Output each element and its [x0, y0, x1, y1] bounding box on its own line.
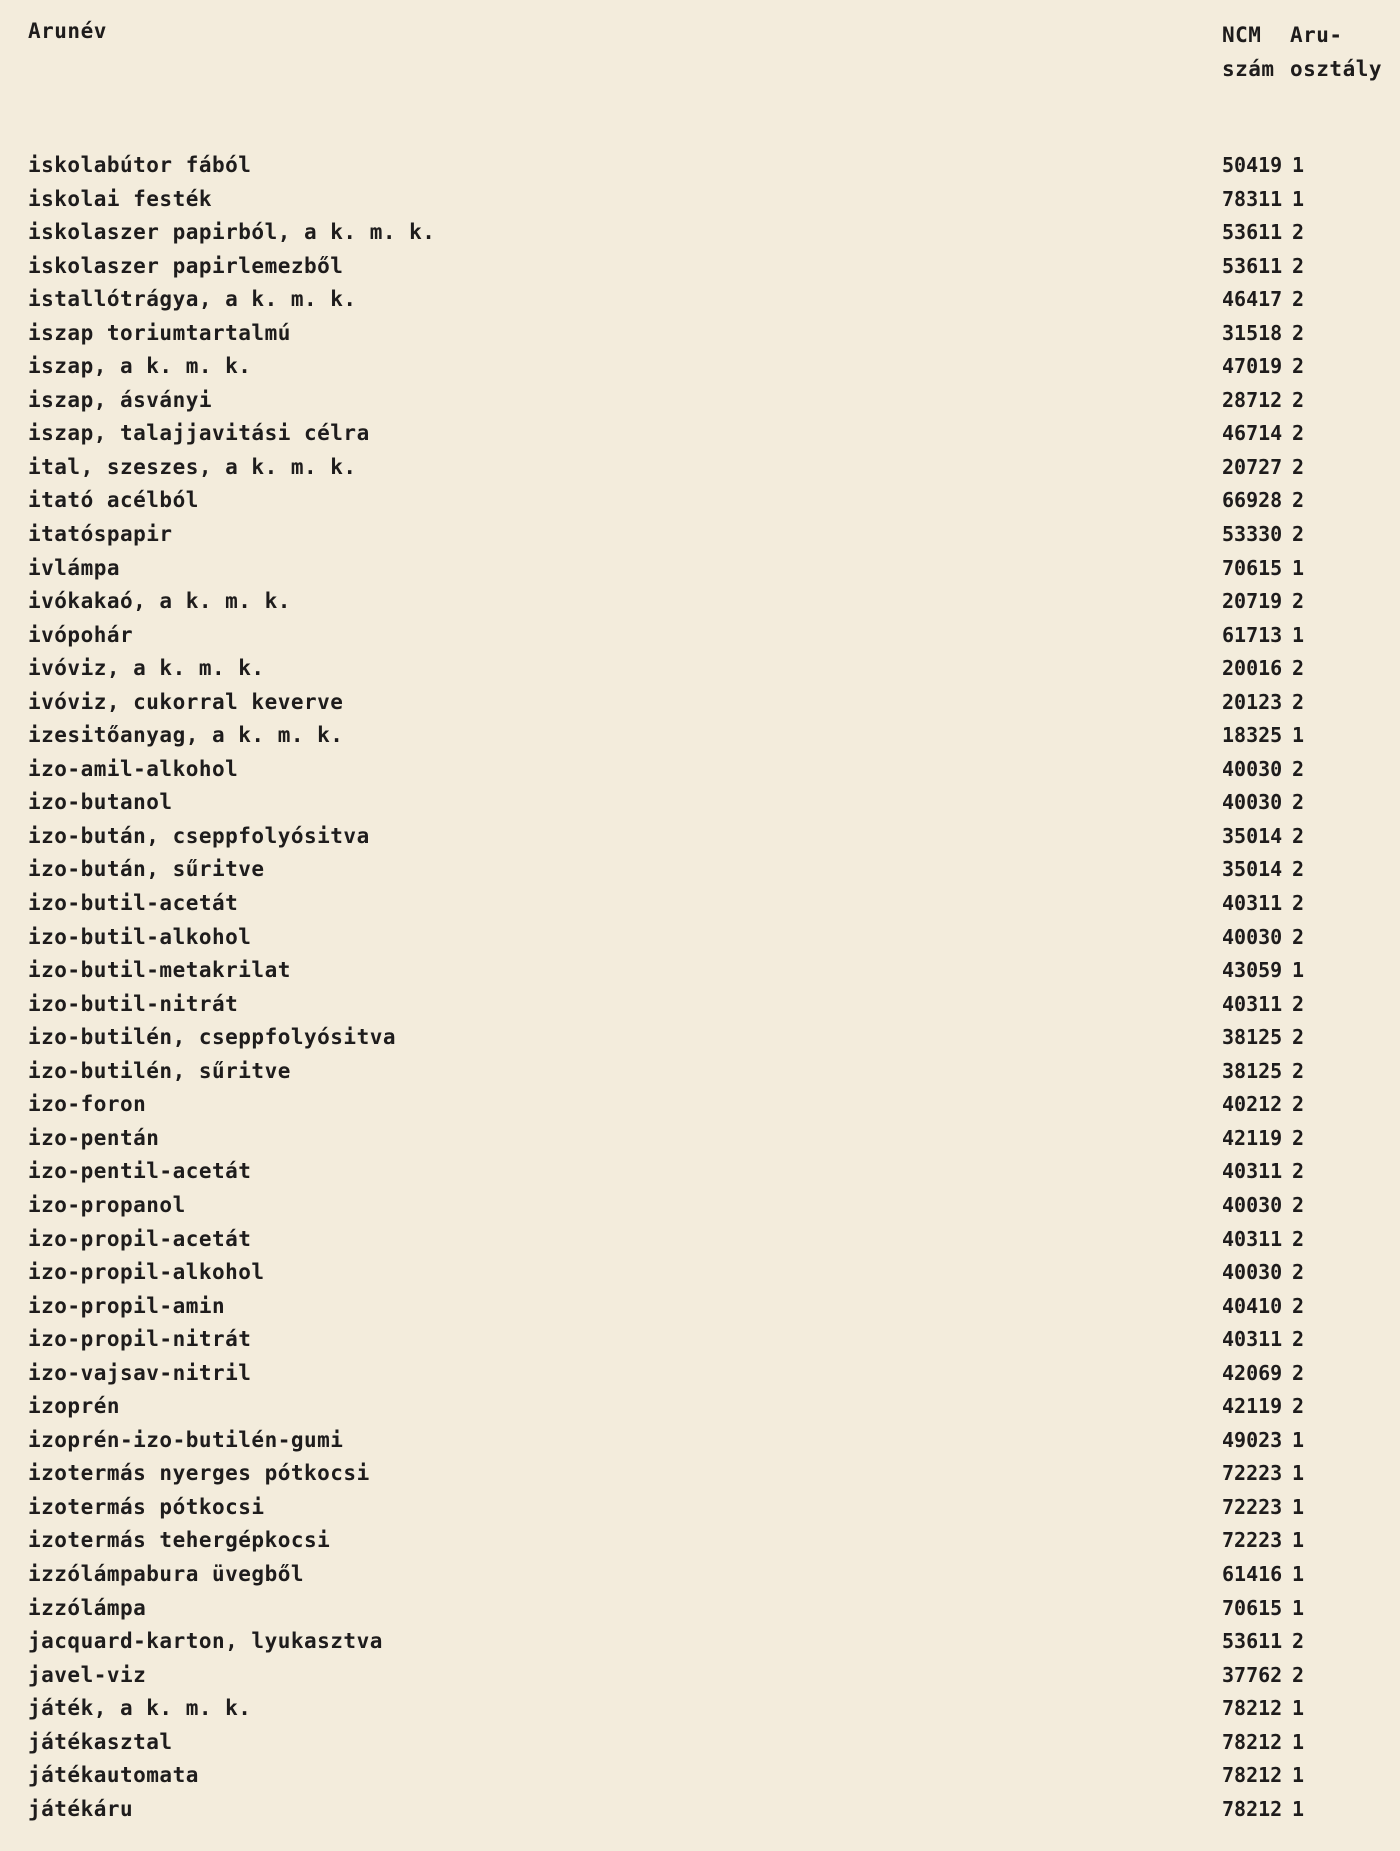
table-row: [0, 1524, 1400, 1558]
table-row: [0, 1357, 1400, 1391]
ncm-number: 78212: [1222, 1696, 1283, 1721]
product-class: 2: [1292, 488, 1305, 513]
product-class: 2: [1292, 1260, 1305, 1285]
table-row: [0, 1726, 1400, 1760]
table-row: [0, 1223, 1400, 1257]
product-name: izotermás nyerges pótkocsi: [28, 1461, 370, 1486]
product-class: 2: [1292, 1293, 1305, 1318]
product-name: jacquard-karton, lyukasztva: [28, 1629, 383, 1654]
product-name: izo-propil-amin: [28, 1293, 226, 1318]
table-row: [0, 1390, 1400, 1424]
product-name: iskolabútor fából: [28, 153, 252, 177]
product-name: izo-propil-alkohol: [28, 1260, 265, 1285]
product-class: 1: [1292, 622, 1305, 647]
ncm-number: 78311: [1222, 186, 1283, 211]
ncm-number: 49023: [1222, 1427, 1283, 1452]
product-class: 2: [1292, 522, 1305, 547]
ncm-number: 72223: [1222, 1494, 1283, 1519]
ncm-number: 61713: [1222, 622, 1283, 647]
table-row: [0, 1457, 1400, 1491]
product-class: 2: [1292, 1394, 1305, 1419]
product-name: izo-butilén, sűritve: [28, 1058, 291, 1083]
product-name: izoprén-izo-butilén-gumi: [28, 1427, 344, 1452]
table-row: [0, 451, 1400, 485]
product-name: izo-propanol: [28, 1192, 186, 1217]
table-row: [0, 518, 1400, 552]
table-row: [0, 1659, 1400, 1693]
table-row: [0, 786, 1400, 820]
product-name: iszap toriumtartalmú: [28, 320, 291, 345]
product-name: itató acélból: [28, 488, 199, 513]
product-name: izo-butil-metakrilat: [28, 958, 291, 983]
table-row: [0, 1424, 1400, 1458]
product-class: 2: [1292, 857, 1305, 882]
ncm-number: 20727: [1222, 454, 1283, 479]
product-name: ivókakaó, a k. m. k.: [28, 589, 291, 614]
product-class: 2: [1292, 253, 1305, 278]
ncm-number: 18325: [1222, 723, 1283, 748]
table-row: [0, 753, 1400, 787]
ncm-number: 47019: [1222, 354, 1283, 379]
table-row: [0, 1189, 1400, 1223]
ncm-number: 46714: [1222, 421, 1283, 446]
product-class: 2: [1292, 991, 1305, 1016]
product-class: 2: [1292, 1159, 1305, 1184]
product-name: iskolaszer papirlemezből: [28, 253, 344, 278]
ncm-number: 61416: [1222, 1561, 1283, 1586]
product-class: 2: [1292, 689, 1305, 714]
ncm-number: 53611: [1222, 220, 1283, 245]
table-row: [0, 954, 1400, 988]
table-row: [0, 921, 1400, 955]
product-name: izo-butanol: [28, 790, 173, 815]
product-class: 1: [1292, 1729, 1305, 1754]
ncm-number: 53611: [1222, 253, 1283, 278]
product-class: 2: [1292, 1058, 1305, 1083]
table-row: [0, 1592, 1400, 1626]
ncm-number: 53611: [1222, 1629, 1283, 1654]
ncm-number: 35014: [1222, 857, 1283, 882]
product-name: izo-pentil-acetát: [28, 1159, 252, 1184]
table-row: [0, 317, 1400, 351]
product-name: ivóviz, a k. m. k.: [28, 656, 265, 681]
product-name: izotermás tehergépkocsi: [28, 1528, 331, 1553]
table-row: [0, 686, 1400, 720]
product-class: 1: [1292, 1494, 1305, 1519]
ncm-number: 40311: [1222, 891, 1283, 916]
product-name: iskolai festék: [28, 186, 213, 211]
product-class: 1: [1292, 1427, 1305, 1452]
ncm-number: 42119: [1222, 1125, 1283, 1150]
product-class: 1: [1292, 1696, 1305, 1721]
ncm-number: 66928: [1222, 488, 1283, 513]
column-header-class: [1290, 18, 1382, 86]
product-name: izo-butil-acetát: [28, 891, 239, 916]
ncm-number: 70615: [1222, 1595, 1283, 1620]
product-class: 2: [1292, 1226, 1305, 1251]
product-name: ivóviz, cukorral keverve: [28, 689, 344, 714]
column-header-ncm: [1222, 18, 1275, 86]
ncm-number: 40410: [1222, 1293, 1283, 1318]
ncm-number: 40030: [1222, 1260, 1283, 1285]
product-name: izo-bután, sűritve: [28, 857, 265, 882]
product-name: izo-butil-alkohol: [28, 924, 252, 949]
table-row: [0, 820, 1400, 854]
product-name: játékautomata: [28, 1763, 199, 1788]
table-row: [0, 1055, 1400, 1089]
table-row: [0, 216, 1400, 250]
product-name: izesitőanyag, a k. m. k.: [28, 723, 344, 748]
ncm-number: 42119: [1222, 1394, 1283, 1419]
table-row: [0, 988, 1400, 1022]
ncm-number: 40030: [1222, 790, 1283, 815]
product-class: 1: [1292, 1561, 1305, 1586]
table-row: [0, 1256, 1400, 1290]
ncm-number: 40030: [1222, 924, 1283, 949]
ncm-number: 20016: [1222, 656, 1283, 681]
product-name: istallótrágya, a k. m. k.: [28, 287, 357, 312]
table-row: [0, 1088, 1400, 1122]
product-name: iszap, ásványi: [28, 387, 213, 412]
product-class: 2: [1292, 287, 1305, 312]
column-header-class-line1: Aru-: [1290, 23, 1343, 47]
column-header-class-line2: osztály: [1290, 57, 1383, 81]
table-row: [0, 619, 1400, 653]
table-row: [0, 552, 1400, 586]
product-name: itatóspapir: [28, 522, 173, 547]
product-name: izo-vajsav-nitril: [28, 1360, 252, 1385]
ncm-number: 40311: [1222, 1159, 1283, 1184]
ncm-number: 40311: [1222, 991, 1283, 1016]
ncm-number: 72223: [1222, 1461, 1283, 1486]
table-row: [0, 719, 1400, 753]
product-class: 1: [1292, 1595, 1305, 1620]
column-header-ncm-line1: NCM: [1222, 23, 1262, 47]
ncm-number: 53330: [1222, 522, 1283, 547]
product-name: ital, szeszes, a k. m. k.: [28, 454, 357, 479]
product-class: 1: [1292, 1461, 1305, 1486]
ncm-number: 37762: [1222, 1662, 1283, 1687]
product-name: izo-butil-nitrát: [28, 991, 239, 1016]
product-class: 2: [1292, 823, 1305, 848]
table-row: [0, 1692, 1400, 1726]
table-row: [0, 1625, 1400, 1659]
product-class: 2: [1292, 354, 1305, 379]
table-row: [0, 1290, 1400, 1324]
table-row: [0, 853, 1400, 887]
table-row: [0, 250, 1400, 284]
product-class: 2: [1292, 1629, 1305, 1654]
product-class: 2: [1292, 1662, 1305, 1687]
table-row: [0, 183, 1400, 217]
column-header-ncm-line2: szám: [1222, 57, 1275, 81]
product-class: 2: [1292, 220, 1305, 245]
product-class: 1: [1292, 186, 1305, 211]
product-class: 1: [1292, 1763, 1305, 1788]
ncm-number: 35014: [1222, 823, 1283, 848]
product-name: játékáru: [28, 1796, 134, 1821]
table-row: [0, 1491, 1400, 1525]
product-name: izo-pentán: [28, 1125, 160, 1150]
product-name: izo-propil-acetát: [28, 1226, 252, 1251]
ncm-number: 28712: [1222, 387, 1283, 412]
product-class: 2: [1292, 1025, 1305, 1050]
product-name: ivópohár: [28, 622, 134, 647]
product-class: 2: [1292, 454, 1305, 479]
product-name: javel-viz: [28, 1662, 147, 1687]
product-name: izo-propil-nitrát: [28, 1327, 252, 1352]
product-class: 2: [1292, 790, 1305, 815]
table-row: [0, 1558, 1400, 1592]
ncm-number: 31518: [1222, 320, 1283, 345]
product-list: [0, 149, 1400, 1826]
product-class: 2: [1292, 656, 1305, 681]
table-row: [0, 1021, 1400, 1055]
product-class: 2: [1292, 1125, 1305, 1150]
product-class: 2: [1292, 320, 1305, 345]
ncm-number: 40212: [1222, 1092, 1283, 1117]
ncm-number: 46417: [1222, 287, 1283, 312]
table-row: [0, 350, 1400, 384]
table-row: [0, 384, 1400, 418]
table-row: [0, 283, 1400, 317]
ncm-number: 20719: [1222, 589, 1283, 614]
product-name: izotermás pótkocsi: [28, 1494, 265, 1519]
product-name: iskolaszer papirból, a k. m. k.: [28, 220, 436, 245]
ncm-number: 38125: [1222, 1025, 1283, 1050]
column-header-name-label: Arunév: [28, 19, 107, 43]
product-class: 2: [1292, 891, 1305, 916]
product-class: 1: [1292, 958, 1305, 983]
ncm-number: 40030: [1222, 756, 1283, 781]
product-name: játékasztal: [28, 1729, 173, 1754]
table-row: [0, 887, 1400, 921]
product-class: 2: [1292, 1192, 1305, 1217]
column-header-name: [28, 14, 107, 48]
product-class: 1: [1292, 723, 1305, 748]
product-class: 2: [1292, 756, 1305, 781]
ncm-number: 43059: [1222, 958, 1283, 983]
ncm-number: 38125: [1222, 1058, 1283, 1083]
table-row: [0, 1155, 1400, 1189]
table-row: [0, 1759, 1400, 1793]
product-name: izo-foron: [28, 1092, 147, 1117]
ncm-number: 78212: [1222, 1763, 1283, 1788]
table-row: [0, 417, 1400, 451]
product-class: 2: [1292, 589, 1305, 614]
ncm-number: 42069: [1222, 1360, 1283, 1385]
product-name: iszap, a k. m. k.: [28, 354, 252, 379]
ncm-number: 40311: [1222, 1327, 1283, 1352]
product-class: 2: [1292, 1092, 1305, 1117]
product-class: 2: [1292, 924, 1305, 949]
table-row: [0, 484, 1400, 518]
product-class: 1: [1292, 1528, 1305, 1553]
product-name: izo-butilén, cseppfolyósitva: [28, 1025, 397, 1050]
table-row: [0, 1793, 1400, 1827]
table-row: [0, 1122, 1400, 1156]
product-class: 1: [1292, 153, 1305, 177]
ncm-number: 70615: [1222, 555, 1283, 580]
product-class: 1: [1292, 555, 1305, 580]
table-row: [0, 652, 1400, 686]
product-class: 2: [1292, 421, 1305, 446]
product-class: 2: [1292, 1360, 1305, 1385]
table-row: [0, 1323, 1400, 1357]
ncm-number: 78212: [1222, 1729, 1283, 1754]
ncm-number: 40030: [1222, 1192, 1283, 1217]
ncm-number: 40311: [1222, 1226, 1283, 1251]
ncm-number: 78212: [1222, 1796, 1283, 1821]
product-name: iszap, talajjavitási célra: [28, 421, 370, 446]
ncm-number: 20123: [1222, 689, 1283, 714]
product-class: 2: [1292, 387, 1305, 412]
ncm-number: 50419: [1222, 153, 1283, 177]
product-name: izo-bután, cseppfolyósitva: [28, 823, 370, 848]
product-name: izzólámpabura üvegből: [28, 1561, 305, 1586]
product-class: 1: [1292, 1796, 1305, 1821]
product-name: izoprén: [28, 1394, 121, 1419]
table-row: [0, 149, 1400, 183]
product-name: ivlámpa: [28, 555, 121, 580]
table-row: [0, 585, 1400, 619]
product-name: izo-amil-alkohol: [28, 756, 239, 781]
product-class: 2: [1292, 1327, 1305, 1352]
product-name: izzólámpa: [28, 1595, 147, 1620]
ncm-number: 72223: [1222, 1528, 1283, 1553]
product-name: játék, a k. m. k.: [28, 1696, 252, 1721]
